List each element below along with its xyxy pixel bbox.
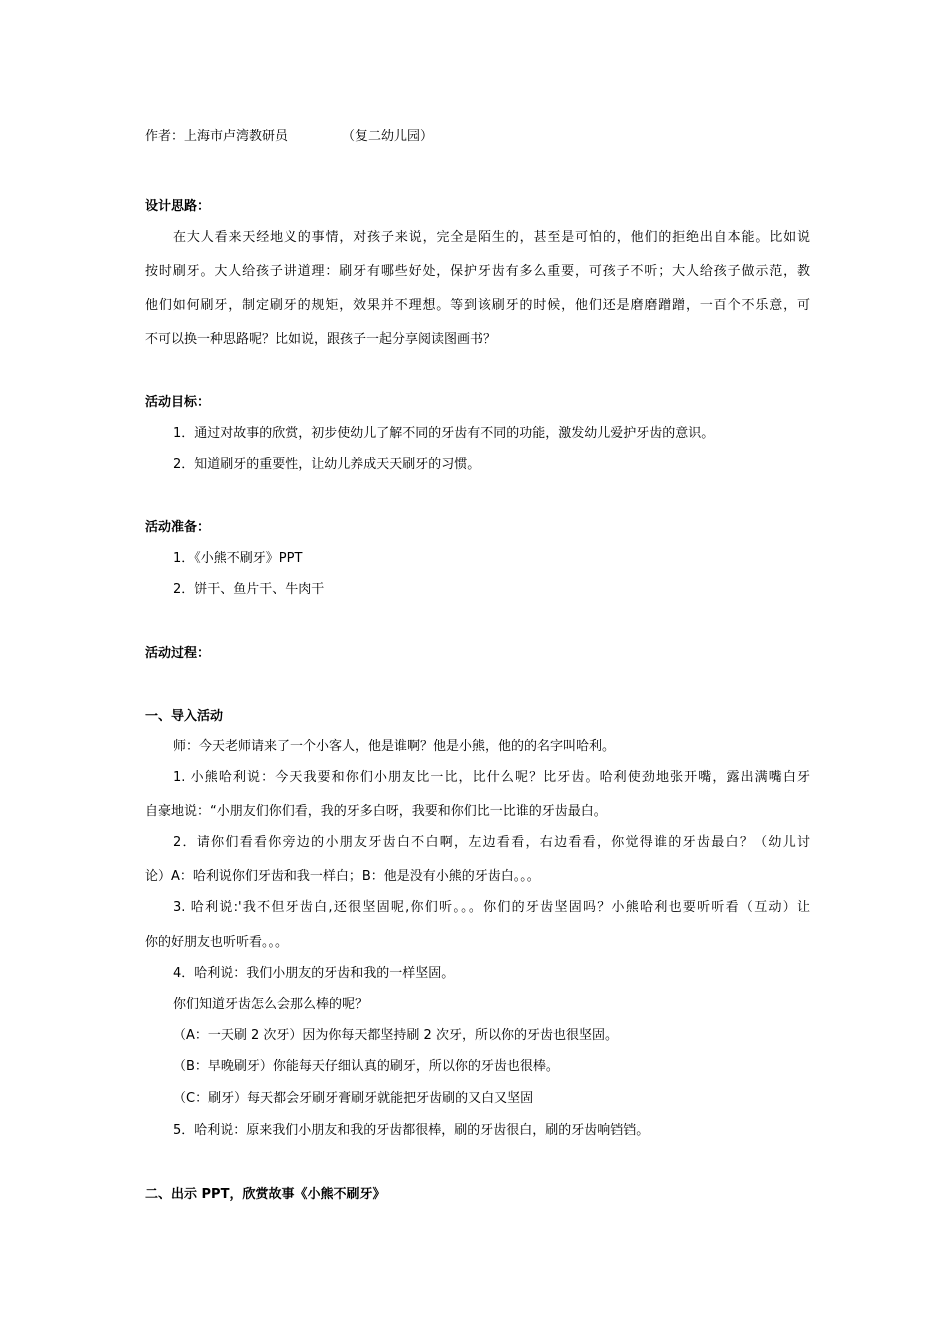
section1-line-11: （B：早晚刷牙）你能每天仔细认真的刷牙，所以你的牙齿也很棒。	[173, 1059, 559, 1074]
design-heading: 设计思路：	[145, 199, 211, 214]
prep-heading: 活动准备：	[145, 520, 211, 535]
goal-item-1: 1．通过对故事的欣赏，初步使幼儿了解不同的牙齿有不同的功能，激发幼儿爱护牙齿的意识。	[173, 426, 715, 441]
section1-heading: 一、导入活动	[145, 709, 224, 724]
section1-line-8: 4．哈利说：我们小朋友的牙齿和我的一样坚固。	[173, 966, 455, 981]
design-line-1: 在大人看来天经地义的事情，对孩子来说，完全是陌生的，甚至是可怕的，他们的拒绝出自本能。比如说	[173, 230, 810, 245]
design-line-4: 不可以换一种思路呢？比如说，跟孩子一起分享阅读图画书？	[145, 332, 497, 347]
section1-line-10: （A：一天刷 2 次牙）因为你每天都坚持刷 2 次牙，所以你的牙齿也很坚固。	[173, 1028, 618, 1043]
author-org: （复二幼儿园）	[342, 129, 434, 144]
design-line-2: 按时刷牙。大人给孩子讲道理：刷牙有哪些好处，保护牙齿有多么重要，可孩子不听；大人给孩子做示范，教	[145, 264, 810, 279]
section1-line-5: 论）A：哈利说你们牙齿和我一样白；B：他是没有小熊的牙齿白。。。	[145, 869, 540, 884]
section1-line-13: 5．哈利说：原来我们小朋友和我的牙齿都很棒，刷的牙齿很白，刷的牙齿响铛铛。	[173, 1123, 650, 1138]
section1-line-3: 自豪地说：“小朋友们你们看，我的牙多白呀，我要和你们比一比谁的牙齿最白。	[145, 804, 607, 819]
process-heading: 活动过程：	[145, 646, 211, 661]
section2-heading: 二、出示 PPT，欣赏故事《小熊不刷牙》	[145, 1187, 386, 1202]
section1-line-7: 你的好朋友也听听看。。。	[145, 935, 289, 950]
design-line-3: 他们如何刷牙，制定刷牙的规矩，效果并不理想。等到该刷牙的时候，他们还是磨磨蹭蹭，一百个不乐意，可	[145, 298, 810, 313]
prep-item-1: 1．《小熊不刷牙》PPT	[173, 551, 303, 566]
prep-item-2: 2．饼干、鱼片干、牛肉干	[173, 582, 325, 597]
section1-line-2: 1. 小熊哈利说：今天我要和你们小朋友比一比，比什么呢？比牙齿。哈利使劲地张开嘴，露出满嘴白牙	[173, 770, 810, 785]
goals-heading: 活动目标：	[145, 395, 211, 410]
author-line	[145, 127, 433, 147]
author-label: 作者：上海市卢湾教研员	[145, 129, 289, 144]
section1-line-4: 2．请你们看看你旁边的小朋友牙齿白不白啊，左边看看，右边看看，你觉得谁的牙齿最白？（幼儿讨	[173, 835, 810, 850]
section1-line-1: 师：今天老师请来了一个小客人，他是谁啊？他是小熊，他的的名字叫哈利。	[173, 739, 616, 754]
goal-item-2: 2．知道刷牙的重要性，让幼儿养成天天刷牙的习惯。	[173, 457, 481, 472]
section1-line-9: 你们知道牙齿怎么会那么棒的呢？	[173, 997, 369, 1012]
section1-line-12: （C：刷牙）每天都会牙刷牙膏刷牙就能把牙齿刷的又白又坚固	[173, 1091, 534, 1106]
section1-line-6: 3. 哈利说:'我不但牙齿白,还很坚固呢,你们听。。。你们的牙齿坚固吗？小熊哈利也要听听看（互动）让	[173, 900, 810, 915]
